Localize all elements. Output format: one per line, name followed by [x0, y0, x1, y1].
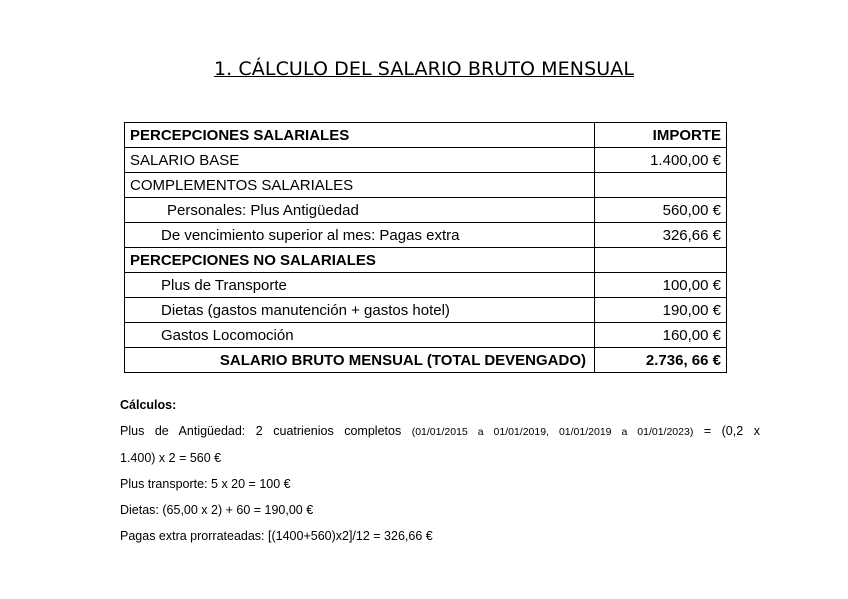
- calc-pagas-extra: Pagas extra prorrateadas: [(1400+560)x2]/12 = 326,66 €: [120, 529, 433, 543]
- calc-antiguedad-intro: Plus de Antigüedad: 2 cuatrienios completos: [120, 424, 402, 438]
- page-title: 1. CÁLCULO DEL SALARIO BRUTO MENSUAL: [213, 58, 635, 80]
- table-section-row: [125, 248, 727, 273]
- row-concept: Personales: Plus Antigüedad: [125, 198, 595, 223]
- row-concept: Dietas (gastos manutención + gastos hotel): [125, 298, 595, 323]
- calc-antiguedad-line: [120, 418, 760, 445]
- column-header-concept: PERCEPCIONES SALARIALES: [125, 123, 595, 148]
- calc-antiguedad-formula-start: = (0,2 x: [703, 424, 760, 438]
- row-amount: 1.400,00 €: [595, 148, 727, 173]
- table-row: [125, 273, 727, 298]
- row-concept: COMPLEMENTOS SALARIALES: [125, 173, 595, 198]
- row-amount: 560,00 €: [595, 198, 727, 223]
- table-row: [125, 223, 727, 248]
- row-amount: 190,00 €: [595, 298, 727, 323]
- calc-dietas: Dietas: (65,00 x 2) + 60 = 190,00 €: [120, 503, 314, 517]
- row-concept: Plus de Transporte: [125, 273, 595, 298]
- row-amount: 160,00 €: [595, 323, 727, 348]
- table-header-row: [125, 123, 727, 148]
- table-row: [125, 173, 727, 198]
- table-row: [125, 323, 727, 348]
- row-concept: SALARIO BASE: [125, 148, 595, 173]
- row-concept: Gastos Locomoción: [125, 323, 595, 348]
- total-label: SALARIO BRUTO MENSUAL (TOTAL DEVENGADO): [125, 348, 595, 373]
- table-row: [125, 198, 727, 223]
- salary-table: [124, 122, 727, 373]
- row-concept: De vencimiento superior al mes: Pagas extra: [125, 223, 595, 248]
- calc-antiguedad-dates: (01/01/2015 a 01/01/2019, 01/01/2019 a 01/01/2023): [411, 426, 694, 438]
- row-amount: 100,00 €: [595, 273, 727, 298]
- row-concept: PERCEPCIONES NO SALARIALES: [125, 248, 595, 273]
- row-amount: 326,66 €: [595, 223, 727, 248]
- total-amount: 2.736, 66 €: [595, 348, 727, 373]
- table-row: [125, 298, 727, 323]
- calculations-section: [120, 392, 760, 549]
- row-amount: [595, 173, 727, 198]
- calculations-heading: Cálculos:: [120, 398, 177, 412]
- column-header-amount: IMPORTE: [595, 123, 727, 148]
- calc-transporte: Plus transporte: 5 x 20 = 100 €: [120, 477, 291, 491]
- table-row: [125, 148, 727, 173]
- row-amount: [595, 248, 727, 273]
- calc-antiguedad-formula-end: 1.400) x 2 = 560 €: [120, 451, 222, 465]
- table-total-row: [125, 348, 727, 373]
